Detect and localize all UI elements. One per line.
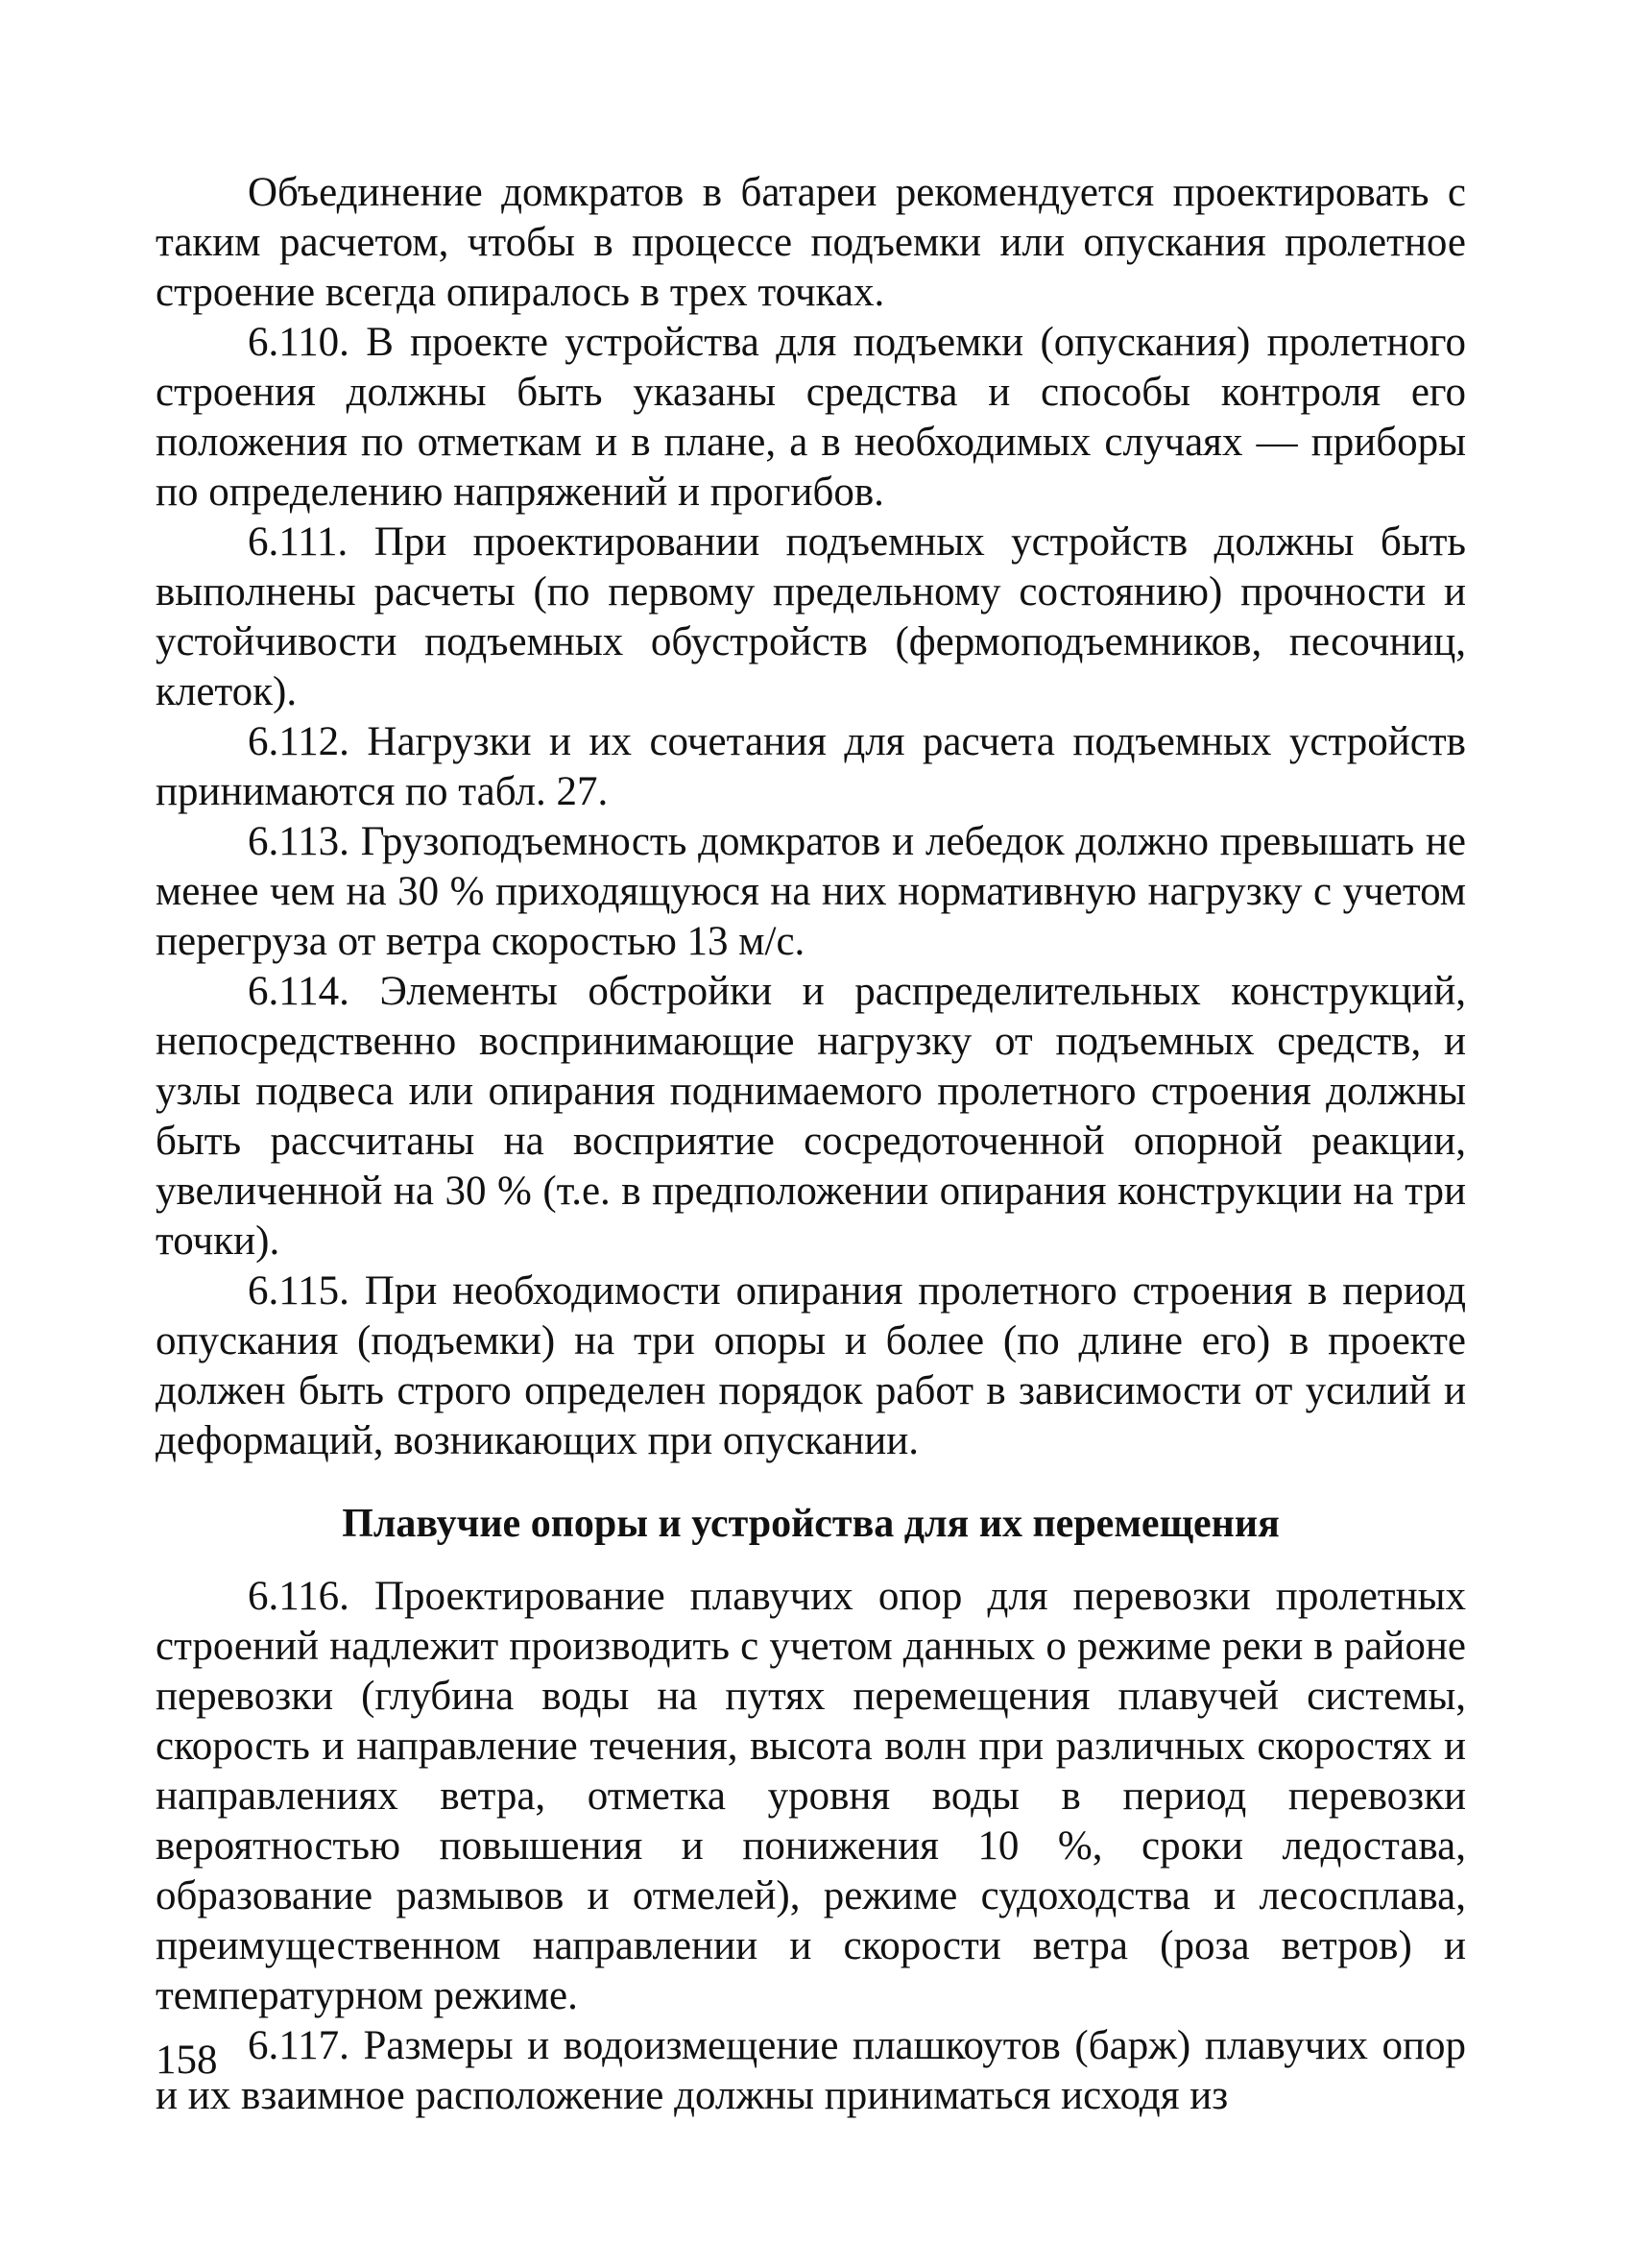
page-number: 158 [156, 2038, 218, 2083]
paragraph-6-117: 6.117. Размеры и водоизмещение плашкоутов (барж) плавучих опор и их взаимное расположение должны приниматься исходя из [156, 2023, 1466, 2118]
page-body [156, 168, 1466, 2121]
paragraph-jack-batteries: Объединение домкратов в батареи рекомендуется проектировать с таким расчетом, чтобы в процессе подъемки или опускания пролетное строение всегда опиралось в трех точках. [156, 170, 1466, 315]
paragraph-6-116: 6.116. Проектирование плавучих опор для перевозки пролетных строений надлежит производить с учетом данных о режиме реки в районе перевозки (глубина воды на путях перемещения плавучей системы, скорость и направление течения, высота волн при различных скоростях и направлениях ветра, отметка уровня воды в период перевозки вероятностью повышения и понижения 10 %, сроки ледостава, образование размывов и отмелей), режиме судоходства и лесосплава, преимущественном направлении и скорости ветра (роза ветров) и температурном режиме. [156, 1574, 1466, 2018]
paragraph-6-110: 6.110. В проекте устройства для подъемки (опускания) пролетного строения должны быть указаны средства и способы контроля его положения по отметкам и в плане, а в необходимых случаях — приборы по определению напряжений и прогибов. [156, 320, 1466, 515]
paragraph-6-113: 6.113. Грузоподъемность домкратов и лебедок должно превышать не менее чем на 30 % приходящуюся на них нормативную нагрузку с учетом перегруза от ветра скоростью 13 м/с. [156, 819, 1466, 964]
paragraph-6-114: 6.114. Элементы обстройки и распределительных конструкций, непосредственно воспринимающие нагрузку от подъемных средств, и узлы подвеса или опирания поднимаемого пролетного строения должны быть рассчитаны на восприятие сосредоточенной опорной реакции, увеличенной на 30 % (т.е. в предположении опирания конструкции на три точки). [156, 969, 1466, 1264]
paragraph-6-111: 6.111. При проектировании подъемных устройств должны быть выполнены расчеты (по первому предельному состоянию) прочности и устойчивости подъемных обустройств (фермоподъемников, песочниц, клеток). [156, 519, 1466, 714]
paragraph-6-112: 6.112. Нагрузки и их сочетания для расчета подъемных устройств принимаются по табл. 27. [156, 719, 1466, 814]
paragraph-6-115: 6.115. При необходимости опирания пролетного строения в период опускания (подъемки) на три опоры и более (по длине его) в проекте должен быть строго определен порядок работ в зависимости от усилий и деформаций, возникающих при опускании. [156, 1268, 1466, 1463]
section-heading: Плавучие опоры и устройства для их перемещения [342, 1502, 1280, 1546]
